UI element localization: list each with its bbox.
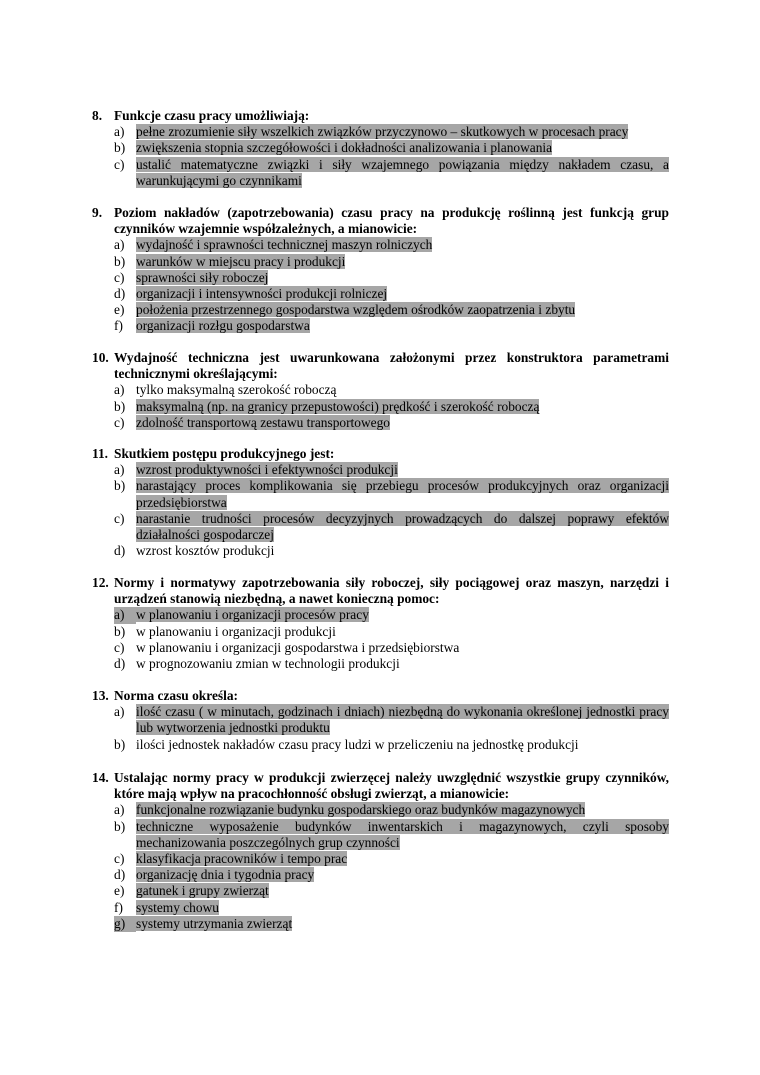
question-heading — [92, 350, 669, 382]
question-8 — [92, 108, 669, 189]
question-14 — [92, 770, 669, 932]
answer-letter: c) — [114, 156, 125, 172]
answer-letter: d) — [114, 656, 126, 672]
answer-item — [92, 883, 669, 899]
answer-item — [92, 124, 669, 140]
answer-letter: a) — [114, 382, 125, 398]
answer-letter: a) — [114, 237, 125, 253]
question-heading — [92, 205, 669, 237]
answer-letter: c) — [114, 851, 125, 867]
answer-text: wzrost kosztów produkcji — [136, 543, 275, 559]
question-11 — [92, 446, 669, 559]
answer-text: organizację dnia i tygodnia pracy — [136, 867, 315, 883]
answer-text: maksymalną (np. na granicy przepustowości) prędkość i szerokość roboczą — [136, 398, 540, 414]
answer-letter: b) — [114, 398, 126, 414]
answer-item — [92, 254, 669, 270]
answer-text: organizacji rozłgu gospodarstwa — [136, 318, 310, 334]
answer-text: sprawności siły roboczej — [136, 269, 269, 285]
answer-letter: e) — [114, 302, 125, 318]
question-text: Funkcje czasu pracy umożliwiają: — [114, 108, 310, 123]
question-number: 8. — [92, 108, 103, 123]
answer-text: wydajność i sprawności technicznej maszyn rolniczych — [136, 237, 433, 253]
answer-item — [92, 318, 669, 334]
answer-item — [92, 140, 669, 156]
question-heading — [92, 770, 669, 802]
question-text: Ustalając normy pracy w produkcji zwierzęcej należy uwzględnić wszystkie grupy czynników, które mają wpływ na pracochłonność obsługi zwierząt, a mianowicie: — [114, 770, 669, 802]
answer-text: w prognozowaniu zmian w technologii produkcji — [136, 656, 400, 672]
answer-letter: a) — [114, 704, 125, 720]
answer-text: funkcjonalne rozwiązanie budynku gospodarskiego oraz budynków magazynowych — [136, 802, 586, 818]
answer-letter: e) — [114, 883, 125, 899]
question-12 — [92, 575, 669, 672]
answer-letter: a) — [114, 802, 125, 818]
answer-text: systemy utrzymania zwierząt — [136, 915, 293, 931]
answer-item — [92, 737, 669, 753]
answer-text: narastający proces komplikowania się przebiegu procesów produkcyjnych oraz organizacji przedsiębiorstwa — [136, 478, 669, 510]
answer-item — [92, 624, 669, 640]
answer-letter: g) — [114, 916, 136, 932]
answer-text: tylko maksymalną szerokość roboczą — [136, 382, 337, 398]
answer-item — [92, 916, 669, 932]
answer-text: systemy chowu — [136, 899, 219, 915]
answer-text: organizacji i intensywności produkcji rolniczej — [136, 286, 388, 302]
question-text: Skutkiem postępu produkcyjnego jest: — [114, 446, 335, 461]
answer-text: zdolność transportową zestawu transportowego — [136, 414, 390, 430]
answer-text: w planowaniu i organizacji gospodarstwa i przedsiębiorstwa — [136, 639, 460, 655]
answer-item — [92, 656, 669, 672]
answer-item — [92, 543, 669, 559]
question-number: 14. — [92, 770, 109, 785]
question-text: Wydajność techniczna jest uwarunkowana założonymi przez konstruktora parametrami technicznymi określającymi: — [114, 350, 669, 382]
question-heading — [92, 446, 669, 462]
question-10 — [92, 350, 669, 431]
answer-item — [92, 157, 669, 189]
answer-item — [92, 382, 669, 398]
answer-item — [92, 607, 669, 623]
answer-item — [92, 286, 669, 302]
question-number: 11. — [92, 446, 108, 461]
answer-item — [92, 270, 669, 286]
answer-letter: c) — [114, 414, 125, 430]
answer-text: wzrost produktywności i efektywności produkcji — [136, 462, 398, 478]
answer-item — [92, 851, 669, 867]
answer-item — [92, 819, 669, 851]
answer-letter: b) — [114, 253, 126, 269]
answer-text: zwiększenia stopnia szczegółowości i dokładności analizowania i planowania — [136, 140, 553, 156]
answer-text: położenia przestrzennego gospodarstwa względem ośrodków zaopatrzenia i zbytu — [136, 302, 576, 318]
question-heading — [92, 108, 669, 124]
answer-item — [92, 640, 669, 656]
answer-item — [92, 302, 669, 318]
answer-letter: b) — [114, 736, 126, 752]
answer-item — [92, 511, 669, 543]
answer-text: pełne zrozumienie siły wszelkich związków przyczynowo – skutkowych w procesach pracy — [136, 124, 629, 140]
question-13 — [92, 688, 669, 753]
answer-text: w planowaniu i organizacji procesów pracy — [136, 607, 369, 623]
answer-text: ustalić matematyczne związki i siły wzajemnego powiązania między nakładem czasu, a warunkującymi go czynnikami — [136, 156, 669, 188]
answer-letter: f) — [114, 318, 123, 334]
answer-text: narastanie trudności procesów decyzyjnych prowadzących do dalszej poprawy efektów działalności gospodarczej — [136, 510, 669, 543]
answer-letter: a) — [114, 124, 125, 140]
answer-letter: b) — [114, 623, 126, 639]
question-heading — [92, 688, 669, 704]
answer-letter: c) — [114, 269, 125, 285]
answer-letter: b) — [114, 140, 126, 156]
answer-letter: d) — [114, 867, 126, 883]
answer-text: w planowaniu i organizacji produkcji — [136, 623, 336, 639]
question-number: 9. — [92, 205, 103, 220]
answer-letter: a) — [114, 462, 125, 478]
question-number: 12. — [92, 575, 109, 590]
answer-text: ilość czasu ( w minutach, godzinach i dniach) niezbędną do wykonania określonej jednostki pracy lub wytworzenia jednostki produktu — [136, 704, 669, 736]
answer-item — [92, 237, 669, 253]
answer-item — [92, 478, 669, 510]
answer-letter: c) — [114, 510, 125, 526]
answer-item — [92, 399, 669, 415]
answer-letter: d) — [114, 543, 126, 559]
answer-item — [92, 900, 669, 916]
answer-letter: b) — [114, 478, 126, 494]
question-heading — [92, 575, 669, 607]
question-9 — [92, 205, 669, 335]
answer-item — [92, 462, 669, 478]
answer-letter: d) — [114, 286, 126, 302]
answer-text: warunków w miejscu pracy i produkcji — [136, 253, 346, 269]
answer-letter: f) — [114, 899, 123, 915]
answer-text: gatunek i grupy zwierząt — [136, 883, 269, 899]
answer-letter: b) — [114, 818, 126, 834]
answer-text: klasyfikacja pracowników i tempo prac — [136, 851, 348, 867]
question-text: Poziom nakładów (zapotrzebowania) czasu pracy na produkcję roślinną jest funkcją grup czynników wzajemnie współzależnych, a mianowicie: — [114, 205, 669, 237]
answer-letter: a) — [114, 607, 136, 623]
answer-item — [92, 867, 669, 883]
question-number: 13. — [92, 688, 109, 703]
answer-text: ilości jednostek nakładów czasu pracy ludzi w przeliczeniu na jednostkę produkcji — [136, 736, 579, 752]
answer-letter: c) — [114, 639, 125, 655]
question-number: 10. — [92, 350, 109, 365]
answer-text: techniczne wyposażenie budynków inwentarskich i magazynowych, czyli sposoby mechanizowania poszczególnych grup czynności — [136, 818, 669, 850]
question-text: Normy i normatywy zapotrzebowania siły roboczej, siły pociągowej oraz maszyn, narzędzi i urządzeń stanowią niezbędną, a nawet konieczną pomoc: — [114, 575, 669, 607]
question-text: Norma czasu określa: — [114, 688, 238, 703]
answer-item — [92, 802, 669, 818]
answer-item — [92, 415, 669, 431]
answer-item — [92, 704, 669, 736]
